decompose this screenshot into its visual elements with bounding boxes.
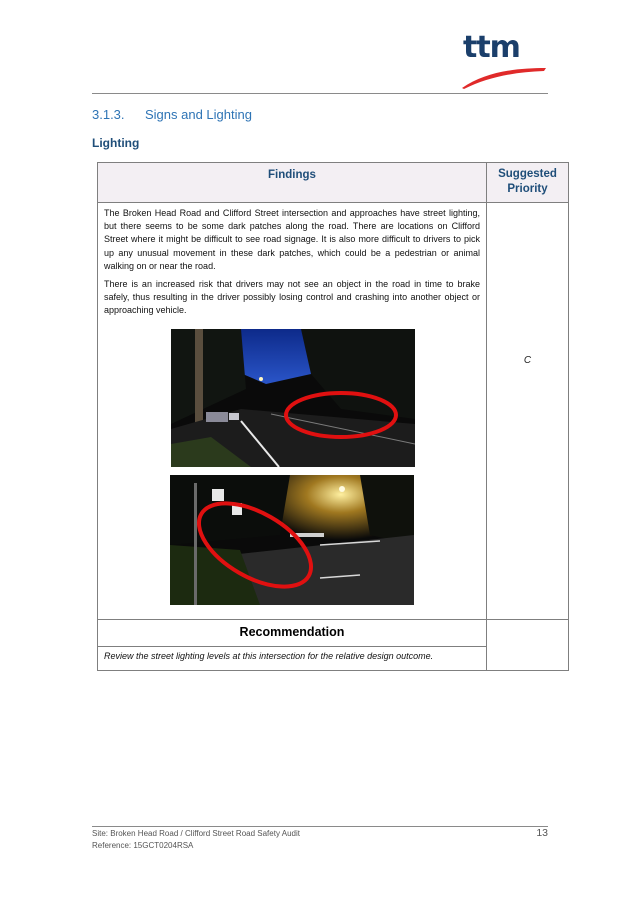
findings-table bbox=[97, 162, 569, 671]
priority-cell bbox=[487, 203, 569, 620]
section-title: Signs and Lighting bbox=[145, 107, 252, 122]
subsection-heading: Lighting bbox=[92, 136, 140, 150]
recommendation-text: Review the street lighting levels at this intersection for the relative design outcome. bbox=[98, 646, 487, 670]
footer-site: Site: Broken Head Road / Clifford Street Road Safety Audit bbox=[92, 829, 300, 838]
footer-reference: Reference: 15GCT0204RSA bbox=[92, 841, 194, 850]
recommendation-heading: Recommendation bbox=[98, 619, 487, 646]
photo-area bbox=[104, 323, 480, 619]
logo-wordmark: ttm bbox=[463, 30, 520, 65]
priority-header-line2: Priority bbox=[507, 183, 548, 195]
header-divider bbox=[92, 93, 548, 94]
finding-paragraph-1: The Broken Head Road and Clifford Street intersection and approaches have street lighting, but there seems to be some dark patches along the road. There are locations on Clifford Street where it might be difficult to see road signage. It is also more difficult to drivers to pick up any unusual movement in these dark patches, which could be a pedestrian or animal walking on or near the road. bbox=[104, 208, 480, 271]
page-number: 13 bbox=[536, 827, 548, 839]
section-heading bbox=[92, 107, 252, 122]
findings-header: Findings bbox=[98, 163, 487, 203]
recommendation-priority-spacer bbox=[487, 619, 569, 670]
footer-divider bbox=[92, 826, 548, 827]
night-road-photo-2 bbox=[170, 475, 414, 605]
night-road-photo-1 bbox=[171, 329, 415, 467]
ttm-logo bbox=[460, 30, 550, 92]
findings-cell bbox=[98, 203, 487, 620]
priority-value: C bbox=[523, 355, 532, 366]
priority-header-line1: Suggested bbox=[498, 168, 557, 180]
priority-header bbox=[487, 163, 569, 203]
finding-paragraph-2: There is an increased risk that drivers may not see an object in the road in time to brake safely, thus resulting in the driver possibly losing control and crashing into another object or approaching vehicle. bbox=[104, 279, 480, 316]
section-number: 3.1.3. bbox=[92, 107, 125, 122]
logo-swoosh-icon bbox=[460, 62, 550, 90]
